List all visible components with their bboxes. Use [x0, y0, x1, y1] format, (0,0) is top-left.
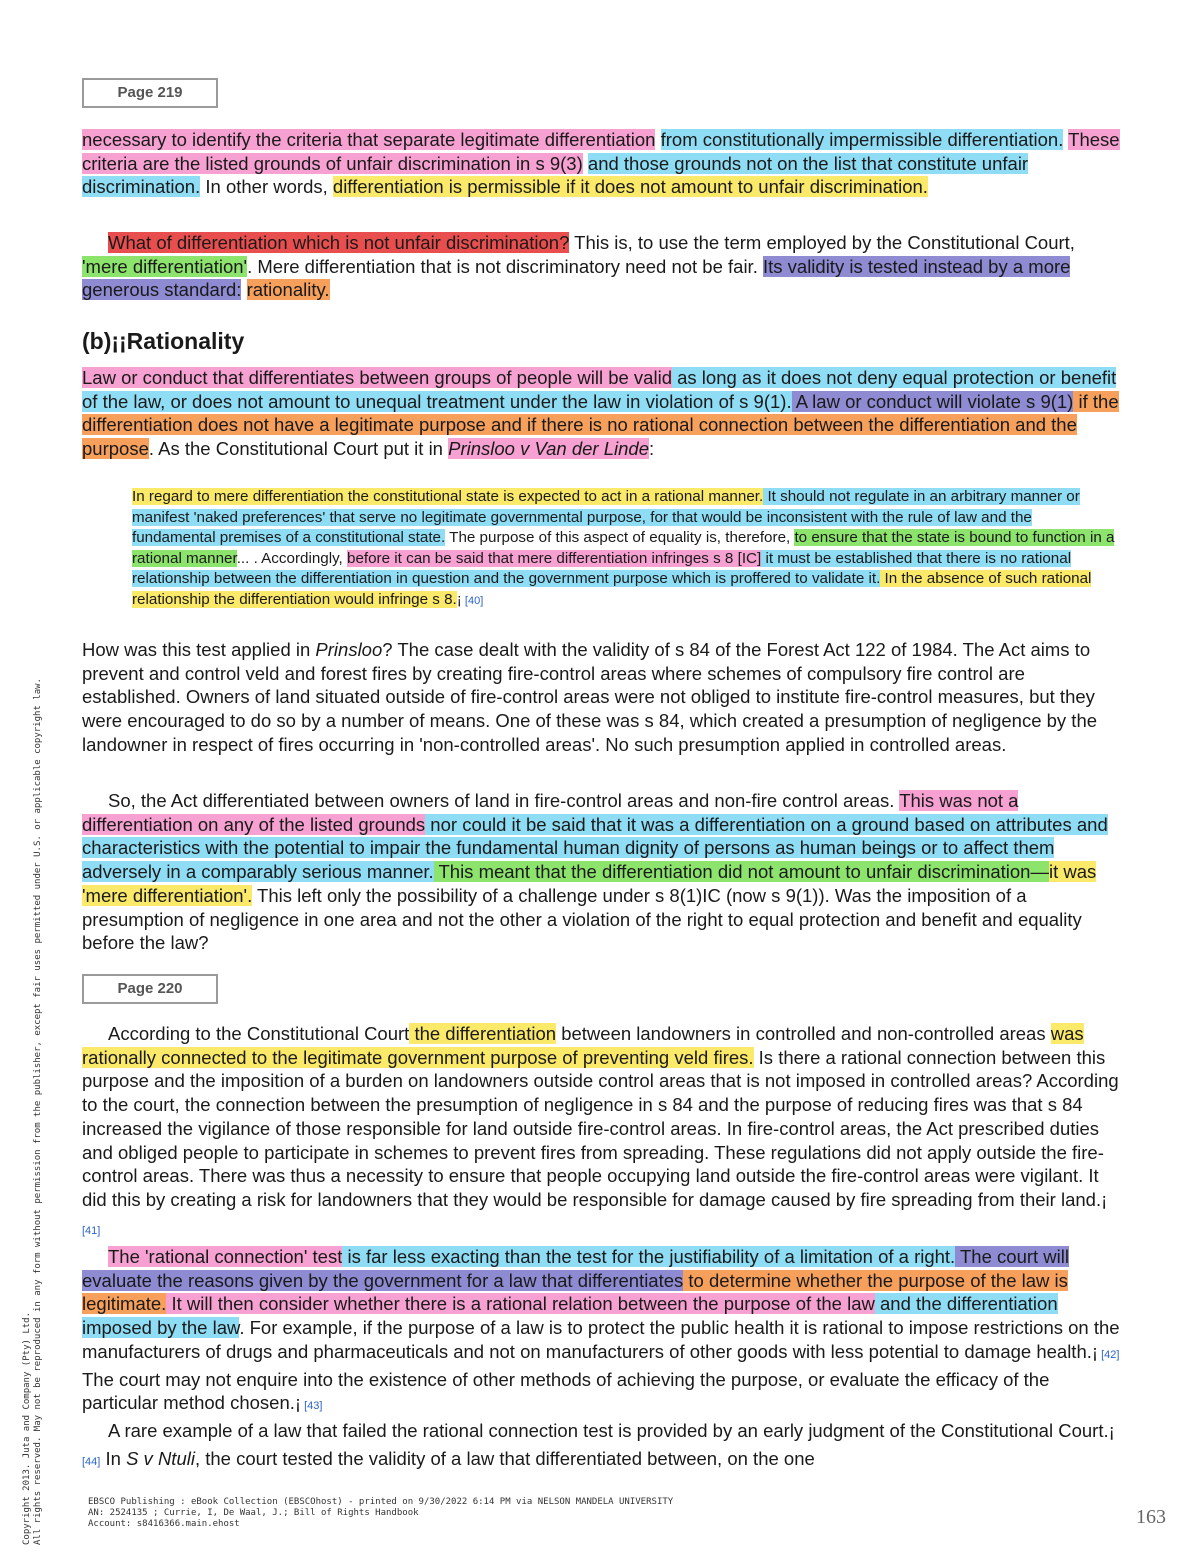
highlight: In regard to mere differentiation the constitutional state is expected to act in a rational manner.: [132, 488, 764, 505]
text-run: The purpose of this aspect of equality is, therefore,: [445, 529, 795, 547]
footnote-link[interactable]: [40]: [461, 594, 484, 607]
paragraph-3: [82, 366, 1122, 461]
footnote-link[interactable]: [44]: [82, 1455, 101, 1468]
text-run: ¡: [294, 1392, 302, 1414]
highlight: nor could it be said that it was a differentiation on a ground based on attributes and characteristics with the potential to impair the fundamental human dignity of persons as human beings or to affect them adversely in a comparably serious manner.: [82, 813, 1108, 883]
footnote-link[interactable]: [43]: [301, 1400, 323, 1413]
text-run: A rare example of a law that failed the rational connection test is provided by an early judgment of the Constitutional Court.: [108, 1420, 1109, 1441]
text-run: How was this test applied in: [82, 639, 316, 660]
case-name: Prinsloo: [315, 639, 383, 660]
paragraph-8: [82, 1419, 1122, 1474]
text-run: ¡: [456, 590, 462, 608]
text-run: . As the Constitutional Court put it in: [148, 438, 449, 460]
highlight: was rationally connected to the legitimate government purpose of preventing veld fires.: [82, 1023, 1084, 1068]
highlight: This meant that the differentiation did not amount to unfair discrimination—: [433, 861, 1049, 883]
text-run: In: [100, 1447, 127, 1469]
text-run: In other words,: [200, 176, 333, 198]
highlight: before it can be said that mere differentiation infringes s 8 [IC]: [347, 549, 762, 567]
page-marker: Page 219: [82, 78, 218, 108]
copyright-line: All rights reserved. May not be reproduced in any form without permission from the publisher, except fair uses permitted under U.S. or applicable copyright law.: [33, 678, 43, 1545]
text-run: . For example, if the purpose of a law is to protect the public health it is rational to impose restrictions on the manufacturers of drugs and pharmaceuticals and not on manufacturers of other goods with less potential to damage health.: [82, 1317, 1120, 1362]
section-heading: (b)¡¡Rationality: [82, 328, 245, 354]
text-run: ... . Accordingly,: [236, 549, 347, 567]
text-run: According to the Constitutional Court: [108, 1023, 410, 1044]
footnote-link[interactable]: [42]: [1098, 1348, 1120, 1361]
text-run: . Mere differentiation that is not discriminatory need not be fair.: [247, 255, 763, 277]
highlight: It will then consider whether there is a rational relation between the purpose of the law: [166, 1293, 875, 1315]
paragraph-4: [82, 638, 1122, 757]
case-name: S v Ntuli: [126, 1447, 195, 1469]
highlight: is far less exacting than the test for the justifiability of a limitation of a right.: [342, 1246, 956, 1267]
text-run: This left only the possibility of a challenge under s 8(1)IC (now s 9(1)). Was the imposition of a presumption of negligence in one area and not the other a violation of the right to equal protection and benefit and equality before the law?: [82, 884, 1082, 954]
highlight: It should not regulate in an arbitrary manner or manifest 'naked preferences' that serve no legitimate governmental purpose, for that would be inconsistent with the rule of law and the fundamental premises of a constitutional state.: [132, 488, 1080, 547]
highlight: The court will evaluate the reasons given by the government for a law that differentiates: [82, 1246, 1069, 1291]
highlight: The 'rational connection' test: [108, 1246, 343, 1267]
text-run: This is, to use the term employed by the Constitutional Court,: [569, 232, 1075, 253]
highlight: if the differentiation does not have a legitimate purpose and if there is no rational connection between the differentiation and the purpose: [82, 390, 1119, 460]
highlight: rationality.: [246, 279, 330, 301]
text-run: , the court tested the validity of a law that differentiated between, on the one: [194, 1447, 815, 1469]
text-run: Is there a rational connection between this purpose and the imposition of a burden on landowners outside control areas that is not imposed in controlled areas? According to the court, the connection between the presumption of negligence in s 84 and the purpose of reducing fires was that s 84 increased the vigilance of those responsible for land outside fire-control areas. In fire-control areas, the Act prescribed duties and obliged people to participate in schemes to prevent fires from spreading. These regulations did not apply outside the fire-control areas. There was thus a necessity to ensure that people occupying land outside the fire-control areas were vigilant. It did this by creating a risk for landowners that they would be responsible for damage caused by fire spreading from their land.: [82, 1046, 1119, 1210]
text-run: ¡: [1108, 1420, 1115, 1441]
highlight: to ensure that the state is bound to function in a rational manner: [132, 529, 1115, 567]
highlight: differentiation is permissible if it does not amount to unfair discrimination.: [332, 176, 928, 198]
paragraph-6: [82, 1022, 1122, 1243]
copyright-sidebar: [22, 385, 44, 1545]
page-number: 163: [1136, 1506, 1166, 1528]
paragraph-2: [82, 231, 1122, 302]
print-footer: [88, 1497, 673, 1530]
text-run: ¡: [1091, 1340, 1099, 1362]
text-run: :: [649, 438, 655, 460]
text-run: The court may not enquire into the existence of other methods of achieving the purpose, or evaluate the efficacy of the particular method chosen.: [82, 1368, 1050, 1414]
block-quote: [132, 487, 1117, 612]
highlight: and those grounds not on the list that constitute unfair discrimination.: [82, 152, 1029, 198]
highlight: 'mere differentiation': [82, 255, 248, 277]
footer-line: Account: s8416366.main.ehost: [88, 1519, 240, 1529]
highlight: the differentiation: [409, 1023, 557, 1044]
highlight: In the absence of such rational relationship the differentiation would infringe s 8.: [132, 570, 1092, 608]
highlight: it was 'mere differentiation'.: [82, 861, 1097, 906]
highlight: as long as it does not deny equal protection or benefit of the law, or does not amount to unequal treatment under the law in violation of s 9(1).: [82, 367, 1117, 412]
highlight: and the differentiation imposed by the law: [82, 1293, 1058, 1339]
highlight: Its validity is tested instead by a more generous standard:: [82, 255, 1071, 301]
highlight: Law or conduct that differentiates between groups of people will be valid: [82, 367, 672, 388]
copyright-line: Copyright 2013. Juta and Company (Pty) Ltd.: [22, 1312, 32, 1545]
text-run: So, the Act differentiated between owners of land in fire-control areas and non-fire control areas.: [108, 790, 900, 811]
case-name: Prinsloo v Van der Linde: [448, 438, 649, 460]
highlight: to determine whether the purpose of the law is legitimate.: [82, 1269, 1068, 1315]
highlight: What of differentiation which is not unfair discrimination?: [108, 232, 570, 253]
highlight: This was not a differentiation on any of the listed grounds: [82, 790, 1019, 835]
text-run: ¡: [1101, 1188, 1108, 1210]
highlight: These criteria are the listed grounds of unfair discrimination in s 9(3): [82, 129, 1120, 174]
highlight: necessary to identify the criteria that separate legitimate differentiation: [82, 129, 656, 150]
text-run: between landowners in controlled and non-controlled areas: [556, 1023, 1051, 1044]
page-marker: Page 220: [82, 974, 218, 1004]
paragraph-5: [82, 789, 1122, 955]
footer-line: EBSCO Publishing : eBook Collection (EBSCOhost) - printed on 9/30/2022 6:14 PM via NELSON MANDELA UNIVERSITY: [88, 1497, 674, 1507]
footnote-link[interactable]: [41]: [82, 1224, 101, 1237]
paragraph-7: [82, 1245, 1122, 1419]
text-run: ? The case dealt with the validity of s 84 of the Forest Act 122 of 1984. The Act aims to prevent and control veld and forest fires by creating fire-control areas where schemes of compulsory fire control are established. Owners of land situated outside of fire-control areas were not obliged to institute fire-control measures, but they were encouraged to do so by a number of means. One of these was s 84, which created a presumption of negligence by the landowner in respect of fires occurring in 'non-controlled areas'. No such presumption applied in controlled areas.: [82, 639, 1098, 755]
highlight: it must be established that there is no rational relationship between the differentiation in question and the government purpose which is proffered to validate it.: [132, 549, 1072, 588]
highlight: A law or conduct will violate s 9(1): [791, 390, 1074, 412]
highlight: from constitutionally impermissible differentiation.: [660, 129, 1064, 150]
footer-line: AN: 2524135 ; Currie, I, De Waal, J.; Bill of Rights Handbook: [88, 1508, 419, 1518]
paragraph-1: [82, 128, 1122, 199]
text-run: [241, 279, 246, 300]
